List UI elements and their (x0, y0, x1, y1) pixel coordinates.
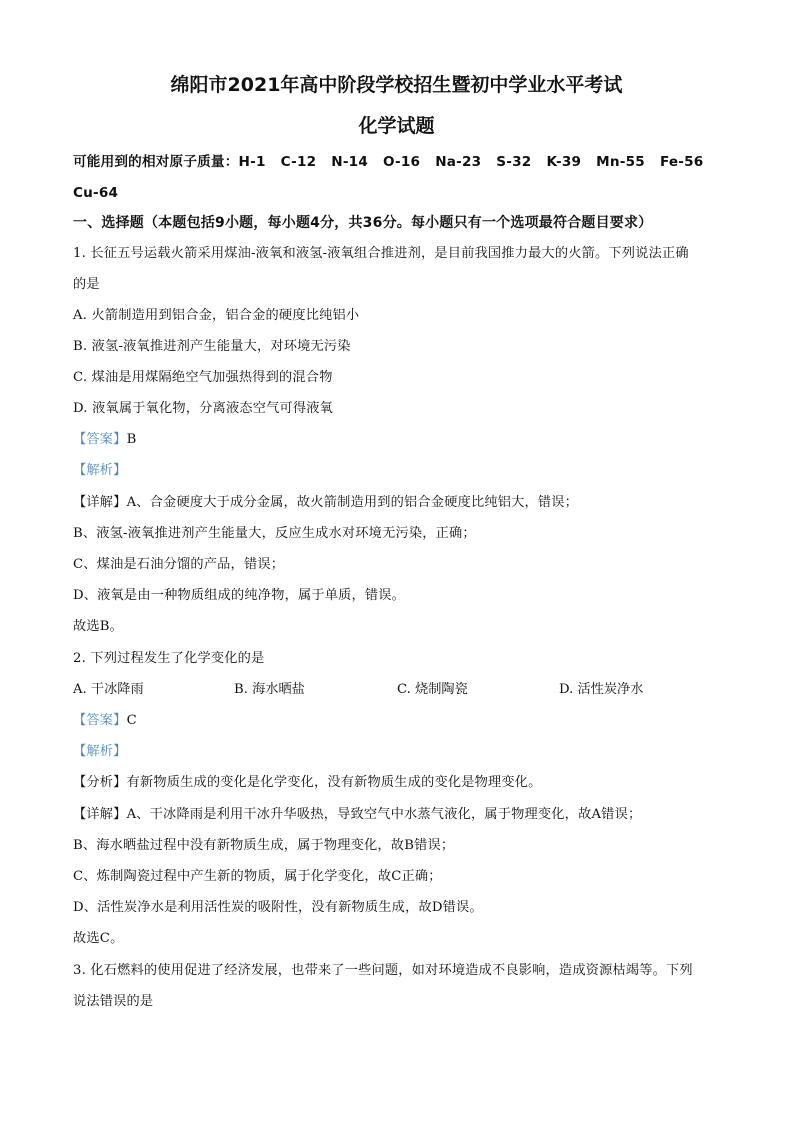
q2-option-a: A. 干冰降雨 (73, 682, 144, 697)
q2-option-b: B. 海水晒盐 (234, 682, 305, 697)
atomic-mass-c: C-12 (280, 154, 317, 170)
atomic-mass-h: H-1 (238, 154, 266, 170)
q1-detail-line1 (73, 494, 578, 512)
atomic-mass-n: N-14 (331, 154, 369, 170)
q2-option-c: C. 烧制陶瓷 (397, 682, 468, 697)
answer-value: C (126, 713, 137, 728)
answer-tag: 【答案】 (73, 432, 127, 447)
q2-detail-line2: B、海水晒盐过程中没有新物质生成，属于物理变化，故B错误； (73, 838, 455, 853)
q1-stem-line1: 1. 长征五号运载火箭采用煤油-液氧和液氢-液氧组合推进剂，是目前我国推力最大的火箭。下列说法正确 (73, 246, 689, 261)
q2-option-d: D. 活性炭净水 (559, 682, 644, 697)
detail-tag: 【详解】 (73, 807, 127, 822)
exam-subtitle: 化学试题 (358, 115, 435, 137)
q1-conclusion: 故选B。 (73, 619, 124, 634)
q1-detail-line3: C、煤油是石油分馏的产品，错误； (73, 557, 285, 572)
detail-text: A、合金硬度大于成分金属，故火箭制造用到的铝合金硬度比纯铝大，错误； (126, 495, 579, 510)
q2-answer (73, 712, 137, 730)
analysis-text: 有新物质生成的变化是化学变化，没有新物质生成的变化是物理变化。 (126, 775, 542, 790)
analysis-sub-tag: 【分析】 (73, 775, 127, 790)
atomic-mass-cu: Cu-64 (73, 185, 119, 201)
q1-analysis-tag: 【解析】 (73, 463, 127, 478)
q1-option-c: C. 煤油是用煤隔绝空气加强热得到的混合物 (73, 370, 333, 385)
exam-title: 绵阳市2021年高中阶段学校招生暨初中学业水平考试 (170, 74, 623, 96)
q2-detail-line1 (73, 806, 641, 824)
atomic-mass-s: S-32 (496, 154, 532, 170)
q2-conclusion: 故选C。 (73, 931, 124, 946)
q1-detail-line4: D、液氧是由一种物质组成的纯净物，属于单质，错误。 (73, 588, 406, 603)
q1-stem-line2: 的是 (73, 277, 100, 292)
atomic-mass-fe: Fe-56 (659, 154, 704, 170)
q2-analysis-line (73, 774, 542, 792)
atomic-mass-mn: Mn-55 (596, 154, 645, 170)
answer-value: B (126, 432, 137, 447)
q3-stem-line2: 说法错误的是 (73, 994, 154, 1009)
q2-detail-line3: C、炼制陶瓷过程中产生新的物质，属于化学变化，故C正确； (73, 869, 442, 884)
q2-stem: 2. 下列过程发生了化学变化的是 (73, 651, 265, 666)
detail-text: A、干冰降雨是利用干冰升华吸热，导致空气中水蒸气液化，属于物理变化，故A错误； (126, 807, 642, 822)
q1-detail-line2: B、液氢-液氧推进剂产生能量大，反应生成水对环境无污染，正确； (73, 526, 476, 541)
section-heading: 一、选择题（本题包括9小题，每小题4分，共36分。每小题只有一个选项最符合题目要求） (73, 215, 653, 231)
q2-detail-line4: D、活性炭净水是利用活性炭的吸附性，没有新物质生成，故D错误。 (73, 900, 483, 915)
answer-tag: 【答案】 (73, 713, 127, 728)
atomic-mass-label: 可能用到的相对原子质量： (73, 154, 239, 170)
atomic-mass-na: Na-23 (435, 154, 482, 170)
atomic-mass-k: K-39 (546, 154, 582, 170)
atomic-mass-line (73, 153, 718, 171)
atomic-mass-o: O-16 (383, 154, 421, 170)
q1-answer (73, 431, 136, 449)
q1-option-b: B. 液氢-液氧推进剂产生能量大，对环境无污染 (73, 339, 351, 354)
detail-tag: 【详解】 (73, 495, 127, 510)
q2-analysis-tag: 【解析】 (73, 744, 127, 759)
q1-option-a: A. 火箭制造用到铝合金，铝合金的硬度比纯铝小 (73, 308, 360, 323)
q1-option-d: D. 液氧属于氧化物，分离液态空气可得液氧 (73, 401, 334, 416)
q3-stem-line1: 3. 化石燃料的使用促进了经济发展，也带来了一些问题，如对环境造成不良影响，造成资源枯竭等。下列 (73, 963, 693, 978)
